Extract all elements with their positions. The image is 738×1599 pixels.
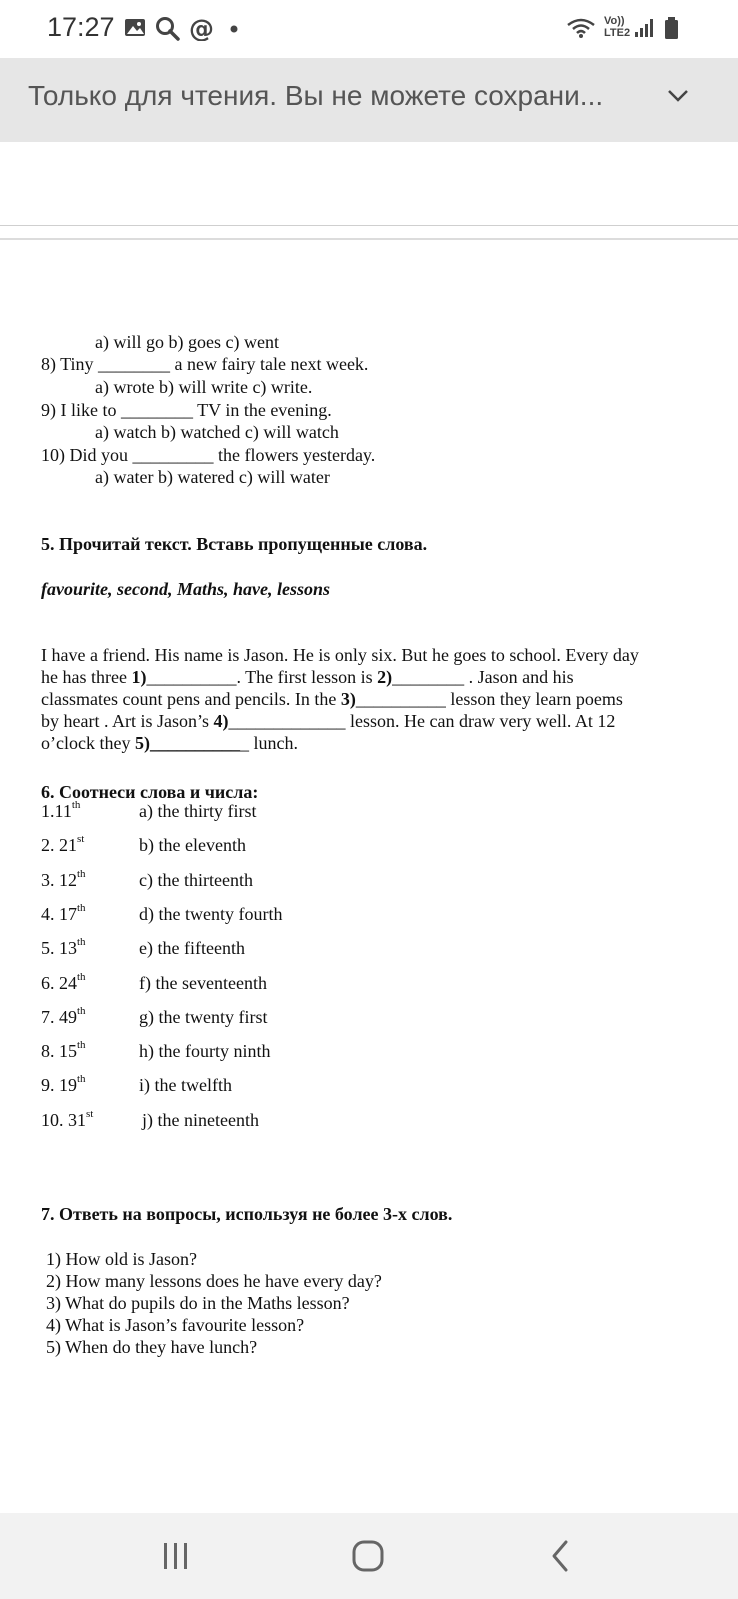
ordinal-suffix: th — [77, 1039, 86, 1051]
chevron-down-icon[interactable] — [666, 88, 690, 104]
number-value: 4. 17 — [41, 904, 77, 924]
ordinal-suffix: th — [77, 868, 86, 880]
answer-options: a) watch b) watched c) will watch — [95, 422, 339, 442]
wifi-icon — [566, 16, 596, 40]
text-segment: __________. The first lesson is — [146, 667, 378, 687]
match-number — [41, 972, 86, 994]
match-number — [41, 903, 86, 925]
ordinal-suffix: th — [77, 1005, 86, 1017]
recent-apps-button[interactable] — [146, 1533, 206, 1579]
blank-number: 4) — [213, 711, 229, 731]
number-value: 6. 24 — [41, 973, 77, 993]
question-line: 10) Did you _________ the flowers yesterday. — [41, 445, 376, 465]
number-value: 5. 13 — [41, 938, 77, 958]
blank-number: 1) — [131, 667, 147, 687]
ordinal-suffix: th — [77, 902, 86, 914]
question-line: 9) I like to ________ TV in the evening. — [41, 400, 332, 420]
match-word: d) the twenty fourth — [139, 904, 283, 924]
svg-text:@: @ — [189, 15, 214, 41]
notification-dot-icon — [229, 24, 239, 34]
home-icon — [351, 1539, 385, 1573]
number-value: 3. 12 — [41, 870, 77, 890]
text-segment: ________ . Jason and his — [392, 667, 574, 687]
search-icon — [155, 16, 181, 42]
text-segment: he has three — [41, 667, 132, 687]
match-number — [41, 869, 86, 891]
status-bar — [0, 0, 738, 58]
text-segment: by heart . Art is Jason’s — [41, 711, 214, 731]
network-label-bottom: LTE2 — [604, 27, 631, 39]
question-item: 2) How many lessons does he have every day? — [46, 1271, 382, 1291]
text-segment: __________ lesson they learn poems — [355, 689, 623, 709]
number-value: 7. 49 — [41, 1007, 77, 1027]
at-icon — [189, 15, 215, 41]
match-number — [41, 1074, 86, 1096]
match-word: f) the seventeenth — [139, 973, 267, 993]
text-segment: o’clock they — [41, 733, 135, 753]
number-value: 8. 15 — [41, 1041, 77, 1061]
text-line — [41, 688, 623, 710]
number-value: 1.11 — [41, 801, 72, 821]
text-segment: _____________ lesson. He can draw very well. At 12 — [228, 711, 616, 731]
ordinal-suffix: th — [71, 799, 81, 811]
recent-apps-icon — [161, 1541, 191, 1571]
match-number — [41, 1109, 93, 1131]
number-value: 9. 19 — [41, 1075, 77, 1095]
question-item: 3) What do pupils do in the Maths lesson? — [46, 1293, 350, 1313]
match-number — [41, 937, 86, 959]
ordinal-suffix: th — [77, 971, 86, 983]
text-line — [41, 666, 574, 688]
home-button[interactable] — [338, 1533, 398, 1579]
text-segment: classmates count pens and pencils. In the — [41, 689, 341, 709]
question-item: 4) What is Jason’s favourite lesson? — [46, 1315, 305, 1335]
answer-options: a) water b) watered c) will water — [95, 467, 330, 487]
navigation-bar — [0, 1513, 738, 1599]
match-number — [41, 800, 80, 822]
exercise-5-heading: 5. Прочитай текст. Вставь пропущенные слова. — [41, 534, 428, 554]
question-item: 5) When do they have lunch? — [46, 1337, 258, 1357]
number-value: 2. 21 — [41, 835, 77, 855]
back-icon — [549, 1539, 571, 1573]
text-line — [41, 710, 615, 732]
exercise-6-heading: 6. Соотнеси слова и числа: — [41, 782, 259, 802]
ordinal-suffix: st — [77, 833, 85, 845]
blank-number: 2) — [377, 667, 393, 687]
text-line — [41, 732, 298, 754]
match-word: b) the eleventh — [139, 835, 246, 855]
blank-number: 3) — [340, 689, 356, 709]
match-word: j) the nineteenth — [142, 1110, 259, 1130]
match-number — [41, 1040, 86, 1062]
read-only-banner[interactable] — [0, 58, 738, 142]
page-divider — [0, 225, 738, 226]
text-segment: _ lunch. — [239, 733, 298, 753]
blank-line: __________ — [149, 733, 240, 753]
blank-number: 5) — [134, 733, 150, 753]
exercise-7-heading: 7. Ответь на вопросы, используя не более 3-х слов. — [41, 1204, 453, 1224]
match-word: c) the thirteenth — [139, 870, 253, 890]
back-button[interactable] — [530, 1533, 590, 1579]
number-value: 10. 31 — [41, 1110, 86, 1130]
match-word: a) the thirty first — [139, 801, 257, 821]
match-word: h) the fourty ninth — [139, 1041, 271, 1061]
answer-options: a) wrote b) will write c) write. — [95, 377, 313, 397]
match-word: i) the twelfth — [139, 1075, 232, 1095]
signal-icon — [634, 18, 654, 38]
question-item: 1) How old is Jason? — [46, 1249, 197, 1269]
match-word: e) the fifteenth — [139, 938, 245, 958]
word-bank: favourite, second, Maths, have, lessons — [41, 579, 331, 599]
question-line: 8) Tiny ________ a new fairy tale next week. — [41, 354, 369, 374]
match-word: g) the twenty first — [139, 1007, 268, 1027]
read-only-title: Только для чтения. Вы не можете сохрани... — [28, 80, 604, 111]
match-number — [41, 1006, 86, 1028]
match-number — [41, 834, 84, 856]
network-label-top: Vo)) — [604, 15, 625, 27]
ordinal-suffix: th — [77, 1073, 86, 1085]
text-line: I have a friend. His name is Jason. He is only six. But he goes to school. Every day — [41, 645, 639, 665]
answer-options: a) will go b) goes c) went — [95, 332, 279, 352]
battery-icon — [664, 17, 680, 41]
ordinal-suffix: st — [86, 1108, 94, 1120]
gallery-icon — [124, 18, 146, 38]
status-time: 17:27 — [47, 12, 115, 42]
page-divider — [0, 238, 738, 240]
ordinal-suffix: th — [77, 936, 86, 948]
